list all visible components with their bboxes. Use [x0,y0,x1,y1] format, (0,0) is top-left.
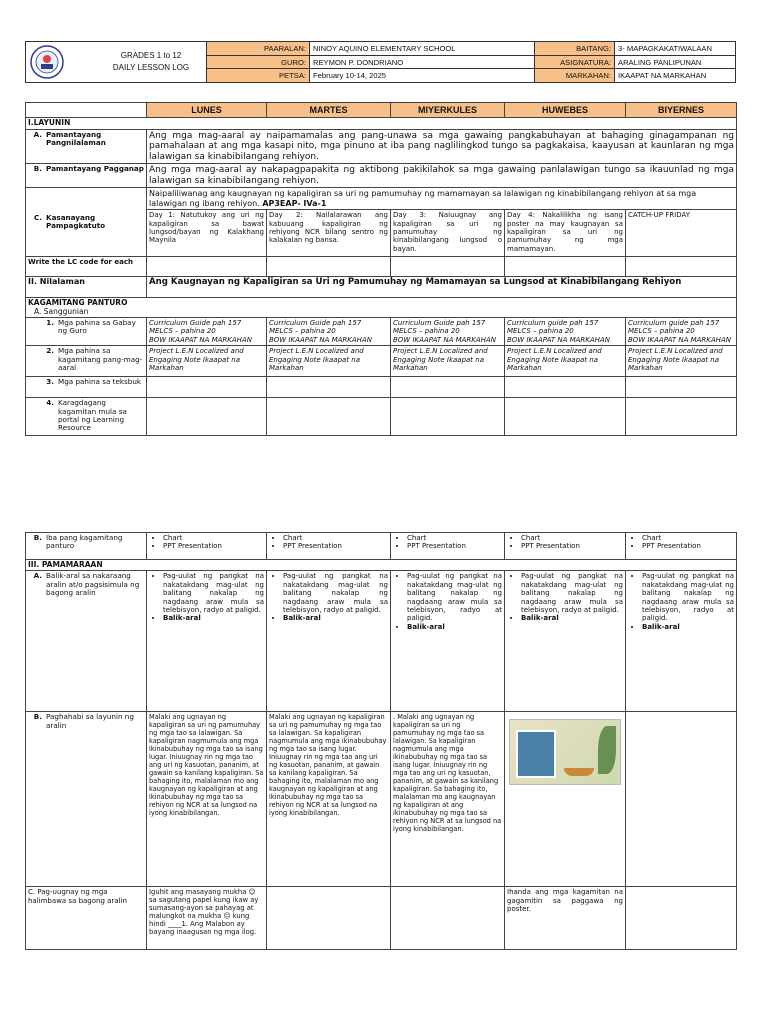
gabay-guro-cell-3: Curriculum Guide pah 157 MELCS – pahina 20 BOW IKAAPAT NA MARKAHAN [391,317,505,345]
pag-uugnay-mon: Iguhit ang masayang mukha ☺ sa sagutang papel kung ikaw ay sumasang-ayon sa pahayag at malungkot na mukha ☹ kung hindi ____1. Ang Malabon ay bayang inaagusan ng mga ilog. [147,887,267,950]
iba-pang-kagamitan-row: B. Iba pang kagamitang panturo • Chart • PPT Presentation • Chart • PPT Presentation • Chart • PPT Presentation • Chart • PPT Presentation • Chart • PPT Presentation [26,533,737,560]
pamamaraan-section: III. PAMAMARAAN [26,560,737,571]
nilalaman-text: Ang Kaugnayan ng Kapaligiran sa Uri ng Pamumuhay ng Mamamayan sa Lungsod at Kinabibilangang Rehiyon [147,277,737,298]
kasanayan-label: Kasanayang Pampagkatuto [46,212,106,231]
balik-aral-label: Balik-aral sa nakaraang aralin at/o pagsisimula ng bagong aralin [46,571,140,598]
gabay-guro-cell-2: Curriculum Guide pah 157 MELCS – pahina 20 BOW IKAAPAT NA MARKAHAN [267,317,391,345]
mag-aaral-cell-2: Project L.E.N Localized and Engaging Note Ikaapat na Markahan [267,346,391,377]
mag-aaral-cell-1: Project L.E.N Localized and Engaging Note Ikaapat na Markahan [147,346,267,377]
photo-thumbnail [516,730,556,778]
layunin-section: I.LAYUNIN [26,118,737,129]
gabay-guro-cell-1: Curriculum Guide pah 157 MELCS – pahina 20 BOW IKAAPAT NA MARKAHAN [147,317,267,345]
gabay-guro-cell-4: Curriculum guide pah 157 MELCS – pahina 20 BOW IKAAPAT NA MARKAHAN [505,317,626,345]
kasanayan-intro-row: C. Kasanayang Pampagkatuto Naipaliliwanag ang kaugnayan ng kapaligiran sa uri ng pamumuhay ng mamamayan sa lalawigan ng kinabibilangang rehiyon at sa mga lalawigan ng ibang rehiyon. AP3EAP- IVa-1 [26,188,737,210]
paghahabi-mon: Malaki ang ugnayan ng kapaligiran sa uri ng pamumuhay ng mga tao sa lalawigan. Sa kapaligiran nagmumula ang mga ikinabubuhay ng mga tao sa isang lugar. Iniuugnay rin ng mga tao ang uri ng kasuotan, pananim, at gawain sa kanilang kapaligiran. Sa bahaging ito, malalaman mo ang kaugnayan ng kapaligiran at ang ikinabubuhay ng mga tao sa rehiyon ng NCR at sa lungsod na iyong kinabibilangan. [147,712,267,887]
pangnilalaman-text: Ang mga mag-aaral ay naipamamalas ang pang-unawa sa mga gawaing pangkabuhayan at bahaging ginagampanan ng pamahalaan at ang mga kasapi nito, mga pinuno at iba pang naglilingkod tungo sa pagkakaisa, kaayusan at kaunlaran ng mga lalawigan sa kinabibilangang rehiyon. [147,129,737,164]
quarter-label: MARKAHAN: [534,68,614,82]
lc-code-label: Write the LC code for each [26,257,147,277]
iba-pang-label: Iba pang kagamitang panturo [46,533,123,551]
mag-aaral-label: Mga pahina sa kagamitang pang-mag-aaral [58,346,143,372]
day-huwebes: HUWEBES [505,103,626,118]
kasanayan-intro: Naipaliliwanag ang kaugnayan ng kapaligiran sa uri ng pamumuhay ng mamamayan sa lalawigan ng kinabibilangang rehiyon at sa mga lalawigan ng ibang rehiyon. [149,189,697,208]
pagganap-label: Pamantayang Pagganap [46,164,144,174]
grade-value: 3- MAPAGKAKATIWALAAN [614,42,736,55]
kagamitan-section-row [26,298,737,318]
subject-label: ASIGNATURA: [534,55,614,68]
kasanayan-day3: Day 3: Naiuugnay ang kapaligiran sa uri ng pamumuhay ng kinabibilangang lungsod o bayan. [391,210,505,257]
learning-resource-label: Karagdagang kagamitan mula sa portal ng Learning Resource [58,398,127,433]
leaf-icon [598,726,616,774]
kasanayan-day4: Day 4: Nakalilikha ng isang poster na may kaugnayan sa kapaligiran sa uri ng pamumuhay ng mga mamamayan. [505,210,626,257]
pag-uugnay-thu: Ihanda ang mga kagamitan na gagamitin sa paggawa ng poster. [505,887,626,950]
pag-uugnay-label: C. Pag-uugnay ng mga halimbawa sa bagong aralin [26,887,147,950]
kagamitang-mag-aaral-row: 2. Mga pahina sa kagamitang pang-mag-aaral Project L.E.N Localized and Engaging Note Ikaapat na Markahan Project L.E.N Localized and Engaging Note Ikaapat na Markahan Project L.E.N Localized and Engaging Note Ikaapat na Markahan Project L.E.N Localized and Engaging Note Ikaapat na Markahan Project L.E.N Localized and Engaging Note Ikaapat na Markahan [26,346,737,377]
pagganap-text: Ang mga mag-aaral ay nakapagpapakita ng aktibong pakikilahok sa mga gawaing panlalawigan tungo sa ikauunlad ng mga lalawigan sa kinabibilangang rehiyon. [147,164,737,188]
kasanayan-day5: CATCH-UP FRIDAY [626,210,737,257]
teksbuk-row: 3. Mga pahina sa teksbuk [26,377,737,398]
teksbuk-label: Mga pahina sa teksbuk [58,377,142,387]
paghahabi-label: Paghahabi sa layunin ng aralin [46,712,134,730]
pangnilalaman-label: Pamantayang Pangnilalaman [46,129,106,148]
gabay-guro-label: Mga pahina sa Gabay ng Guro [58,317,136,336]
quarter-value: IKAAPAT NA MARKAHAN [614,68,736,82]
school-value: NINOY AQUINO ELEMENTARY SCHOOL [309,42,534,55]
mag-aaral-cell-5: Project L.E.N Localized and Engaging Note Ikaapat na Markahan [626,346,737,377]
pag-uugnay-row [26,887,737,950]
boat-icon [564,768,594,776]
date-value: February 10-14, 2025 [309,68,534,82]
header-grid [206,42,736,82]
paghahabi-thu [505,712,626,887]
pamantayang-pangnilalaman-row: A. Pamantayang Pangnilalaman Ang mga mag-aaral ay naipamamalas ang pang-unawa sa mga gawaing pangkabuhayan at bahaging ginagampanan ng pamahalaan at ang mga kasapi nito, mga pinuno at iba pang naglilingkod tungo sa pagkakaisa, kaayusan at kaunlaran ng mga lalawigan sa kinabibilangang rehiyon. [26,129,737,164]
day-biyernes: BIYERNES [626,103,737,118]
day-header-row [26,103,737,118]
nilalaman-label: II. Nilalaman [26,277,147,298]
grade-label: BAITANG: [534,42,614,55]
title-line2: DAILY LESSON LOG [112,63,190,72]
day-lunes: LUNES [147,103,267,118]
balik-aral-row: A. Balik-aral sa nakaraang aralin at/o pagsisimula ng bagong aralin • Pag-uulat ng pangkat na nakatakdang mag-ulat ng balitang nakalap ng nagdaang araw mula sa telebisyon, radyo at paligid. • Balik-aral • Pag-uulat ng pangkat na nakatakdang mag-ulat ng balitang nakalap ng nagdaang araw mula sa telebisyon, radyo at paligid. • Balik-aral • Pag-uulat ng pangkat na nakatakdang mag-ulat ng balitang nakalap ng nagdaang araw mula sa telebisyon, radyo at paligid. • Balik-aral • Pag-uulat ng pangkat na nakatakdang mag-ulat ng balitang nakalap ng nagdaang araw mula sa telebisyon, radyo at paligid. • Balik-aral • Pag-uulat ng pangkat na nakatakdang mag-ulat ng balitang nakalap ng nagdaang araw mula sa telebisyon, radyo at paligid. • Balik-aral [26,571,737,712]
mag-aaral-cell-4: Project L.E.N Localized and Engaging Note Ikaapat na Markahan [505,346,626,377]
kasanayan-day1: Day 1: Natutukoy ang uri ng kapaligiran sa bawat lungsod/bayan ng Kalakhang Maynila [147,210,267,257]
kagamitan-section: KAGAMITANG PANTURO [28,298,128,308]
pamantayang-pagganap-row: B. Pamantayang Pagganap Ang mga mag-aaral ay nakapagpapakita ng aktibong pakikilahok sa mga gawaing panlalawigan tungo sa ikauunlad ng mga lalawigan sa kinabibilangang rehiyon. [26,164,737,188]
lesson-poster-image [509,719,621,785]
gabay-guro-cell-5: Curriculum guide pah 157 MELCS – pahina 20 BOW IKAAPAT NA MARKAHAN [626,317,737,345]
header-box [25,41,736,83]
learning-resource-row: 4. Karagdagang kagamitan mula sa portal ng Learning Resource [26,398,737,436]
school-label: PAARALAN: [206,42,309,55]
deped-seal-icon [30,45,64,79]
sanggunian-label: A. Sanggunian [34,306,89,316]
paghahabi-row: B. Paghahabi sa layunin ng aralin Malaki ang ugnayan ng kapaligiran sa uri ng pamumuhay ng mga tao sa lalawigan. Sa kapaligiran nagmumula ang mga ikinabubuhay ng mga tao sa isang lugar. Iniuugnay rin ng mga tao ang uri ng kasuotan, pananim, at gawain sa kanilang kapaligiran. Sa bahaging ito, malalaman mo ang kaugnayan ng kapaligiran at ang ikinabubuhay ng mga tao sa rehiyon ng NCR at sa lungsod na iyong kinabibilangan. Malaki ang ugnayan ng kapaligiran sa uri ng pamumuhay ng mga tao sa lalawigan. Sa kapaligiran nagmumula ang mga ikinabubuhay ng mga tao sa isang lugar. Iniuugnay rin ng mga tao ang uri ng kasuotan, pananim, at gawain sa kanilang kapaligiran. Sa bahaging ito, malalaman mo ang kaugnayan ng kapaligiran at ang ikinabubuhay ng mga tao sa rehiyon ng NCR at sa lungsod na iyong kinabibilangan. . Malaki ang ugnayan ng kapaligiran sa uri ng pamumuhay ng mga tao sa lalawigan. Sa kapaligiran nagmumula ang mga ikinabubuhay ng mga tao sa isang lugar. Iniuugnay rin ng mga tao ang uri ng kasuotan, pananim, at gawain sa kanilang kapaligiran. Sa bahaging ito, malalaman mo ang kaugnayan ng kapaligiran at ang ikinabubuhay ng mga tao sa rehiyon ng NCR at sa lungsod na iyong kinabibilangan. [26,712,737,887]
teacher-value: REYMON P. DONDRIANO [309,55,534,68]
paghahabi-tue: Malaki ang ugnayan ng kapaligiran sa uri ng pamumuhay ng mga tao sa lalawigan. Sa kapaligiran nagmumula ang mga ikinabubuhay ng mga tao sa isang lugar. Iniuugnay rin ng mga tao ang uri ng kasuotan, pananim, at gawain sa kanilang kapaligiran. Sa bahaging ito, malalaman mo ang kaugnayan ng kapaligiran at ang ikinabubuhay ng mga tao sa rehiyon ng NCR at sa lungsod na iyong kinabibilangan. [267,712,391,887]
mag-aaral-cell-3: Project L.E.N Localized and Engaging Note Ikaapat na Markahan [391,346,505,377]
title-line1: GRADES 1 to 12 [120,51,182,60]
lesson-table-top [25,102,737,436]
nilalaman-row [26,277,737,298]
kasanayan-day2: Day 2: Nailalarawan ang kabuuang kapaligiran ng rehiyong NCR bilang sentro ng kalakalan ng bansa. [267,210,391,257]
day-martes: MARTES [267,103,391,118]
gabay-guro-row: 1. Mga pahina sa Gabay ng Guro Curriculum Guide pah 157 MELCS – pahina 20 BOW IKAAPAT NA MARKAHAN Curriculum Guide pah 157 MELCS – pahina 20 BOW IKAAPAT NA MARKAHAN Curriculum Guide pah 157 MELCS – pahina 20 BOW IKAAPAT NA MARKAHAN Curriculum guide pah 157 MELCS – pahina 20 BOW IKAAPAT NA MARKAHAN Curriculum guide pah 157 MELCS – pahina 20 BOW IKAAPAT NA MARKAHAN [26,317,737,345]
lc-code-row [26,257,737,277]
lesson-table-bottom [25,532,737,950]
teacher-label: GURO: [206,55,309,68]
pamamaraan-section-row [26,560,737,571]
date-label: PETSA: [206,68,309,82]
day-miyerkules: MIYERKULES [391,103,505,118]
lc-code: AP3EAP- IVa-1 [262,198,327,208]
subject-value: ARALING PANLIPUNAN [614,55,736,68]
layunin-section-row [26,118,737,129]
paghahabi-wed: . Malaki ang ugnayan ng kapaligiran sa uri ng pamumuhay ng mga tao sa lalawigan. Sa kapaligiran nagmumula ang mga ikinabubuhay ng mga tao sa isang lugar. Iniuugnay rin ng mga tao ang uri ng kasuotan, pananim, at gawain sa kanilang kapaligiran. Sa bahaging ito, malalaman mo ang kaugnayan ng kapaligiran at ang ikinabubuhay ng mga tao sa rehiyon ng NCR at sa lungsod na iyong kinabibilangan. [391,712,505,887]
